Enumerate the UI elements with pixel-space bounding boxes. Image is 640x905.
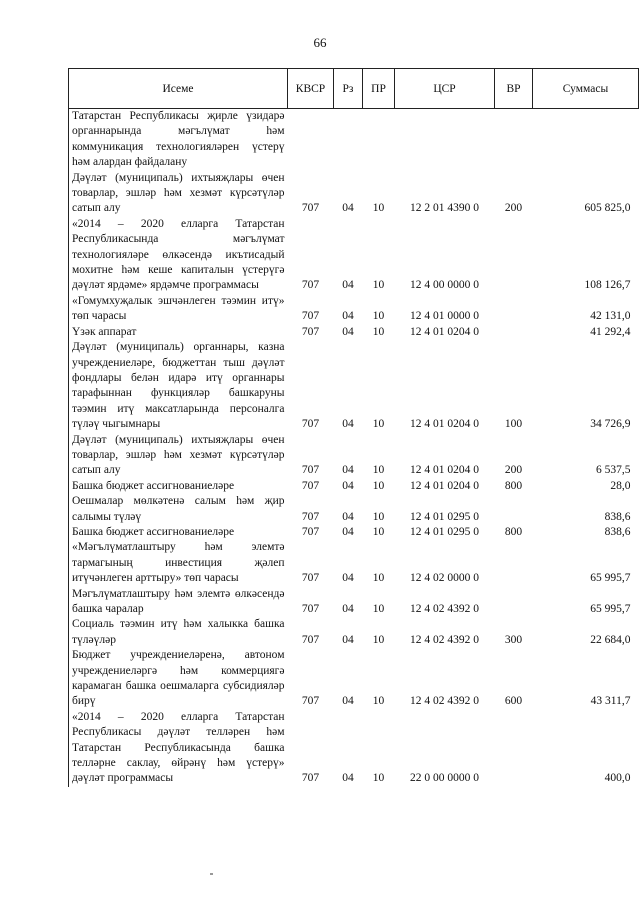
cell-csr: 12 4 01 0000 0 [410, 310, 479, 323]
cell-csr [395, 109, 495, 171]
cell-vr: 800 [504, 479, 523, 492]
cell-name: Мәгълүматлаштыру һәм элемтә өлкәсендә башка чаралар [69, 587, 288, 618]
header-rz: Рз [334, 69, 363, 109]
cell-rz: 04 [342, 695, 354, 708]
header-pr: ПР [363, 69, 395, 109]
table-row [69, 171, 639, 217]
cell-sum: 838,6 [604, 510, 631, 523]
cell-vr [495, 587, 533, 618]
table-body [69, 109, 639, 787]
cell-rz: 04 [342, 772, 354, 785]
cell-kvsr: 707 [301, 279, 320, 292]
cell-rz: 04 [342, 325, 354, 338]
cell-name: Оешмалар мөлкәтенә салым һәм җир салымы түләү [69, 494, 288, 525]
cell-csr: 12 4 02 4392 0 [410, 633, 479, 646]
cell-sum: 43 311,7 [590, 695, 631, 708]
cell-csr: 12 4 01 0204 0 [410, 479, 479, 492]
cell-sum: 108 126,7 [584, 279, 631, 292]
table-row [69, 217, 639, 294]
cell-rz: 04 [342, 418, 354, 431]
cell-rz: 04 [342, 464, 354, 477]
cell-kvsr: 707 [301, 572, 320, 585]
cell-csr: 12 4 02 4392 0 [410, 603, 479, 615]
cell-name: Социаль тәэмин итү һәм халыкка башка түләүләр [69, 617, 288, 648]
cell-sum: 22 684,0 [590, 633, 631, 646]
cell-csr: 12 4 01 0295 0 [410, 525, 479, 538]
scan-speck [210, 873, 213, 875]
cell-rz [334, 109, 363, 171]
cell-sum: 6 537,5 [596, 464, 631, 477]
cell-name: Башка бюджет ассигнованиеләре [69, 479, 288, 494]
cell-pr: 10 [372, 310, 385, 323]
cell-sum: 41 292,4 [590, 325, 631, 338]
table-row [69, 525, 639, 540]
cell-csr: 12 4 01 0204 0 [410, 418, 479, 431]
cell-vr [495, 710, 533, 787]
cell-pr [363, 109, 395, 171]
cell-rz: 04 [342, 310, 354, 323]
cell-vr [495, 217, 533, 294]
cell-name: «Мәгълүматлаштыру һәм элемтә тармагының инвестиция җәлеп итүчәнлеген арттыру» төп чарасы [69, 540, 288, 586]
cell-name: «2014 – 2020 елларга Татарстан Республикасында мәгълүмат технологияләре өлкәсендә икътисадый мохитне һәм кеше капиталын үстерүгә дәүләт ярдәме» ярдәмче программасы [69, 217, 288, 294]
cell-vr: 300 [504, 633, 523, 646]
table-row [69, 294, 639, 325]
cell-pr: 10 [372, 772, 385, 785]
cell-csr: 12 2 01 4390 0 [410, 202, 479, 215]
table-row [69, 340, 639, 432]
header-sum: Суммасы [533, 69, 639, 109]
cell-rz: 04 [342, 525, 354, 538]
cell-vr [495, 109, 533, 171]
cell-csr: 22 0 00 0000 0 [410, 772, 479, 785]
cell-rz: 04 [342, 510, 354, 523]
cell-kvsr: 707 [301, 695, 320, 708]
cell-vr: 100 [504, 418, 523, 431]
cell-sum: 400,0 [604, 772, 631, 785]
table-row [69, 325, 639, 340]
cell-csr: 12 4 00 0000 0 [410, 279, 479, 292]
cell-vr [495, 540, 533, 586]
header-kvsr: КВСР [288, 69, 334, 109]
table-row [69, 109, 639, 171]
cell-pr: 10 [372, 418, 385, 431]
header-vr: ВР [495, 69, 533, 109]
header-csr: ЦСР [395, 69, 495, 109]
table-row [69, 617, 639, 648]
cell-rz: 04 [342, 633, 354, 646]
budget-table [68, 68, 639, 787]
cell-csr: 12 4 02 0000 0 [410, 572, 479, 585]
cell-csr: 12 4 01 0204 0 [410, 464, 479, 477]
table-row [69, 587, 639, 618]
cell-kvsr [288, 109, 334, 171]
cell-name: Үзәк аппарат [69, 325, 288, 340]
cell-pr: 10 [372, 325, 385, 338]
cell-csr: 12 4 02 4392 0 [410, 695, 479, 708]
table-row [69, 540, 639, 586]
cell-vr: 600 [504, 695, 523, 708]
cell-sum: 28,0 [610, 479, 631, 492]
cell-sum: 838,6 [604, 525, 631, 538]
cell-kvsr: 707 [301, 202, 320, 215]
cell-name: «Гомумхуҗалык эшчәнлеген тәэмин итү» төп чарасы [69, 294, 288, 325]
cell-vr: 800 [504, 525, 523, 538]
cell-kvsr: 707 [301, 464, 320, 477]
cell-vr: 200 [504, 464, 523, 477]
cell-vr [495, 294, 533, 325]
cell-pr: 10 [372, 464, 385, 477]
table-header [69, 69, 639, 109]
cell-name: Дәүләт (муниципаль) ихтыяҗлары өчен товарлар, эшләр һәм хезмәт күрсәтүләр сатып алу [69, 433, 288, 479]
cell-vr [495, 325, 533, 340]
cell-vr [495, 494, 533, 525]
cell-name: Дәүләт (муниципаль) ихтыяҗлары өчен товарлар, эшләр һәм хезмәт күрсәтүләр сатып алу [69, 171, 288, 217]
cell-name: Башка бюджет ассигнованиеләре [69, 525, 288, 540]
cell-rz: 04 [342, 202, 354, 215]
cell-kvsr: 707 [301, 633, 320, 646]
cell-kvsr: 707 [301, 418, 320, 431]
cell-rz: 04 [342, 572, 354, 585]
cell-sum: 42 131,0 [590, 310, 631, 323]
cell-rz: 04 [342, 603, 354, 615]
cell-kvsr: 707 [301, 325, 320, 338]
cell-kvsr: 707 [301, 772, 320, 785]
cell-name: «2014 – 2020 елларга Татарстан Республикасы дәүләт телләрен һәм Татарстан Республикасында башка телләрне саклау, өйрәнү һәм үстерү» дәүләт программасы [69, 710, 288, 787]
page-number: 66 [313, 35, 327, 50]
cell-pr: 10 [372, 202, 385, 215]
table-row [69, 479, 639, 494]
cell-pr: 10 [372, 525, 385, 538]
cell-pr: 10 [372, 510, 385, 523]
cell-sum: 605 825,0 [584, 202, 631, 215]
cell-kvsr: 707 [301, 479, 320, 492]
cell-vr: 200 [504, 202, 523, 215]
cell-sum: 65 995,7 [590, 572, 631, 585]
table-row [69, 648, 639, 710]
cell-pr: 10 [372, 695, 385, 708]
cell-sum: 65 995,7 [590, 603, 631, 615]
table-row [69, 433, 639, 479]
cell-name: Дәүләт (муниципаль) органнары, казна учреждениеләре, бюджеттан тыш дәүләт фондлары белән идарә итү органнары тарафыннан функцияләр башкаруны тәэмин итү максатларында персоналга түләү чыгымнары [69, 340, 288, 432]
cell-kvsr: 707 [301, 510, 320, 523]
cell-pr: 10 [372, 633, 385, 646]
cell-name: Татарстан Республикасы җирле үзидарә органнарында мәгълүмат һәм коммуникация технологияләрен үстерү һәм алардан файдалану [69, 109, 288, 171]
header-name: Исеме [69, 69, 288, 109]
cell-kvsr: 707 [301, 603, 320, 615]
cell-pr: 10 [372, 572, 385, 585]
cell-pr: 10 [372, 279, 385, 292]
cell-kvsr: 707 [301, 525, 320, 538]
cell-csr: 12 4 01 0204 0 [410, 325, 479, 338]
table-row [69, 494, 639, 525]
cell-rz: 04 [342, 479, 354, 492]
table-row [69, 710, 639, 787]
cell-sum [533, 109, 639, 171]
cell-rz: 04 [342, 279, 354, 292]
cell-pr: 10 [372, 479, 385, 492]
cell-kvsr: 707 [301, 310, 320, 323]
cell-sum: 34 726,9 [590, 418, 631, 431]
cell-name: Бюджет учреждениеләренә, автоном учреждениеләргә һәм коммерциягә карамаган башка оешмаларга субсидияләр бирү [69, 648, 288, 710]
cell-pr: 10 [372, 603, 385, 615]
cell-csr: 12 4 01 0295 0 [410, 510, 479, 523]
